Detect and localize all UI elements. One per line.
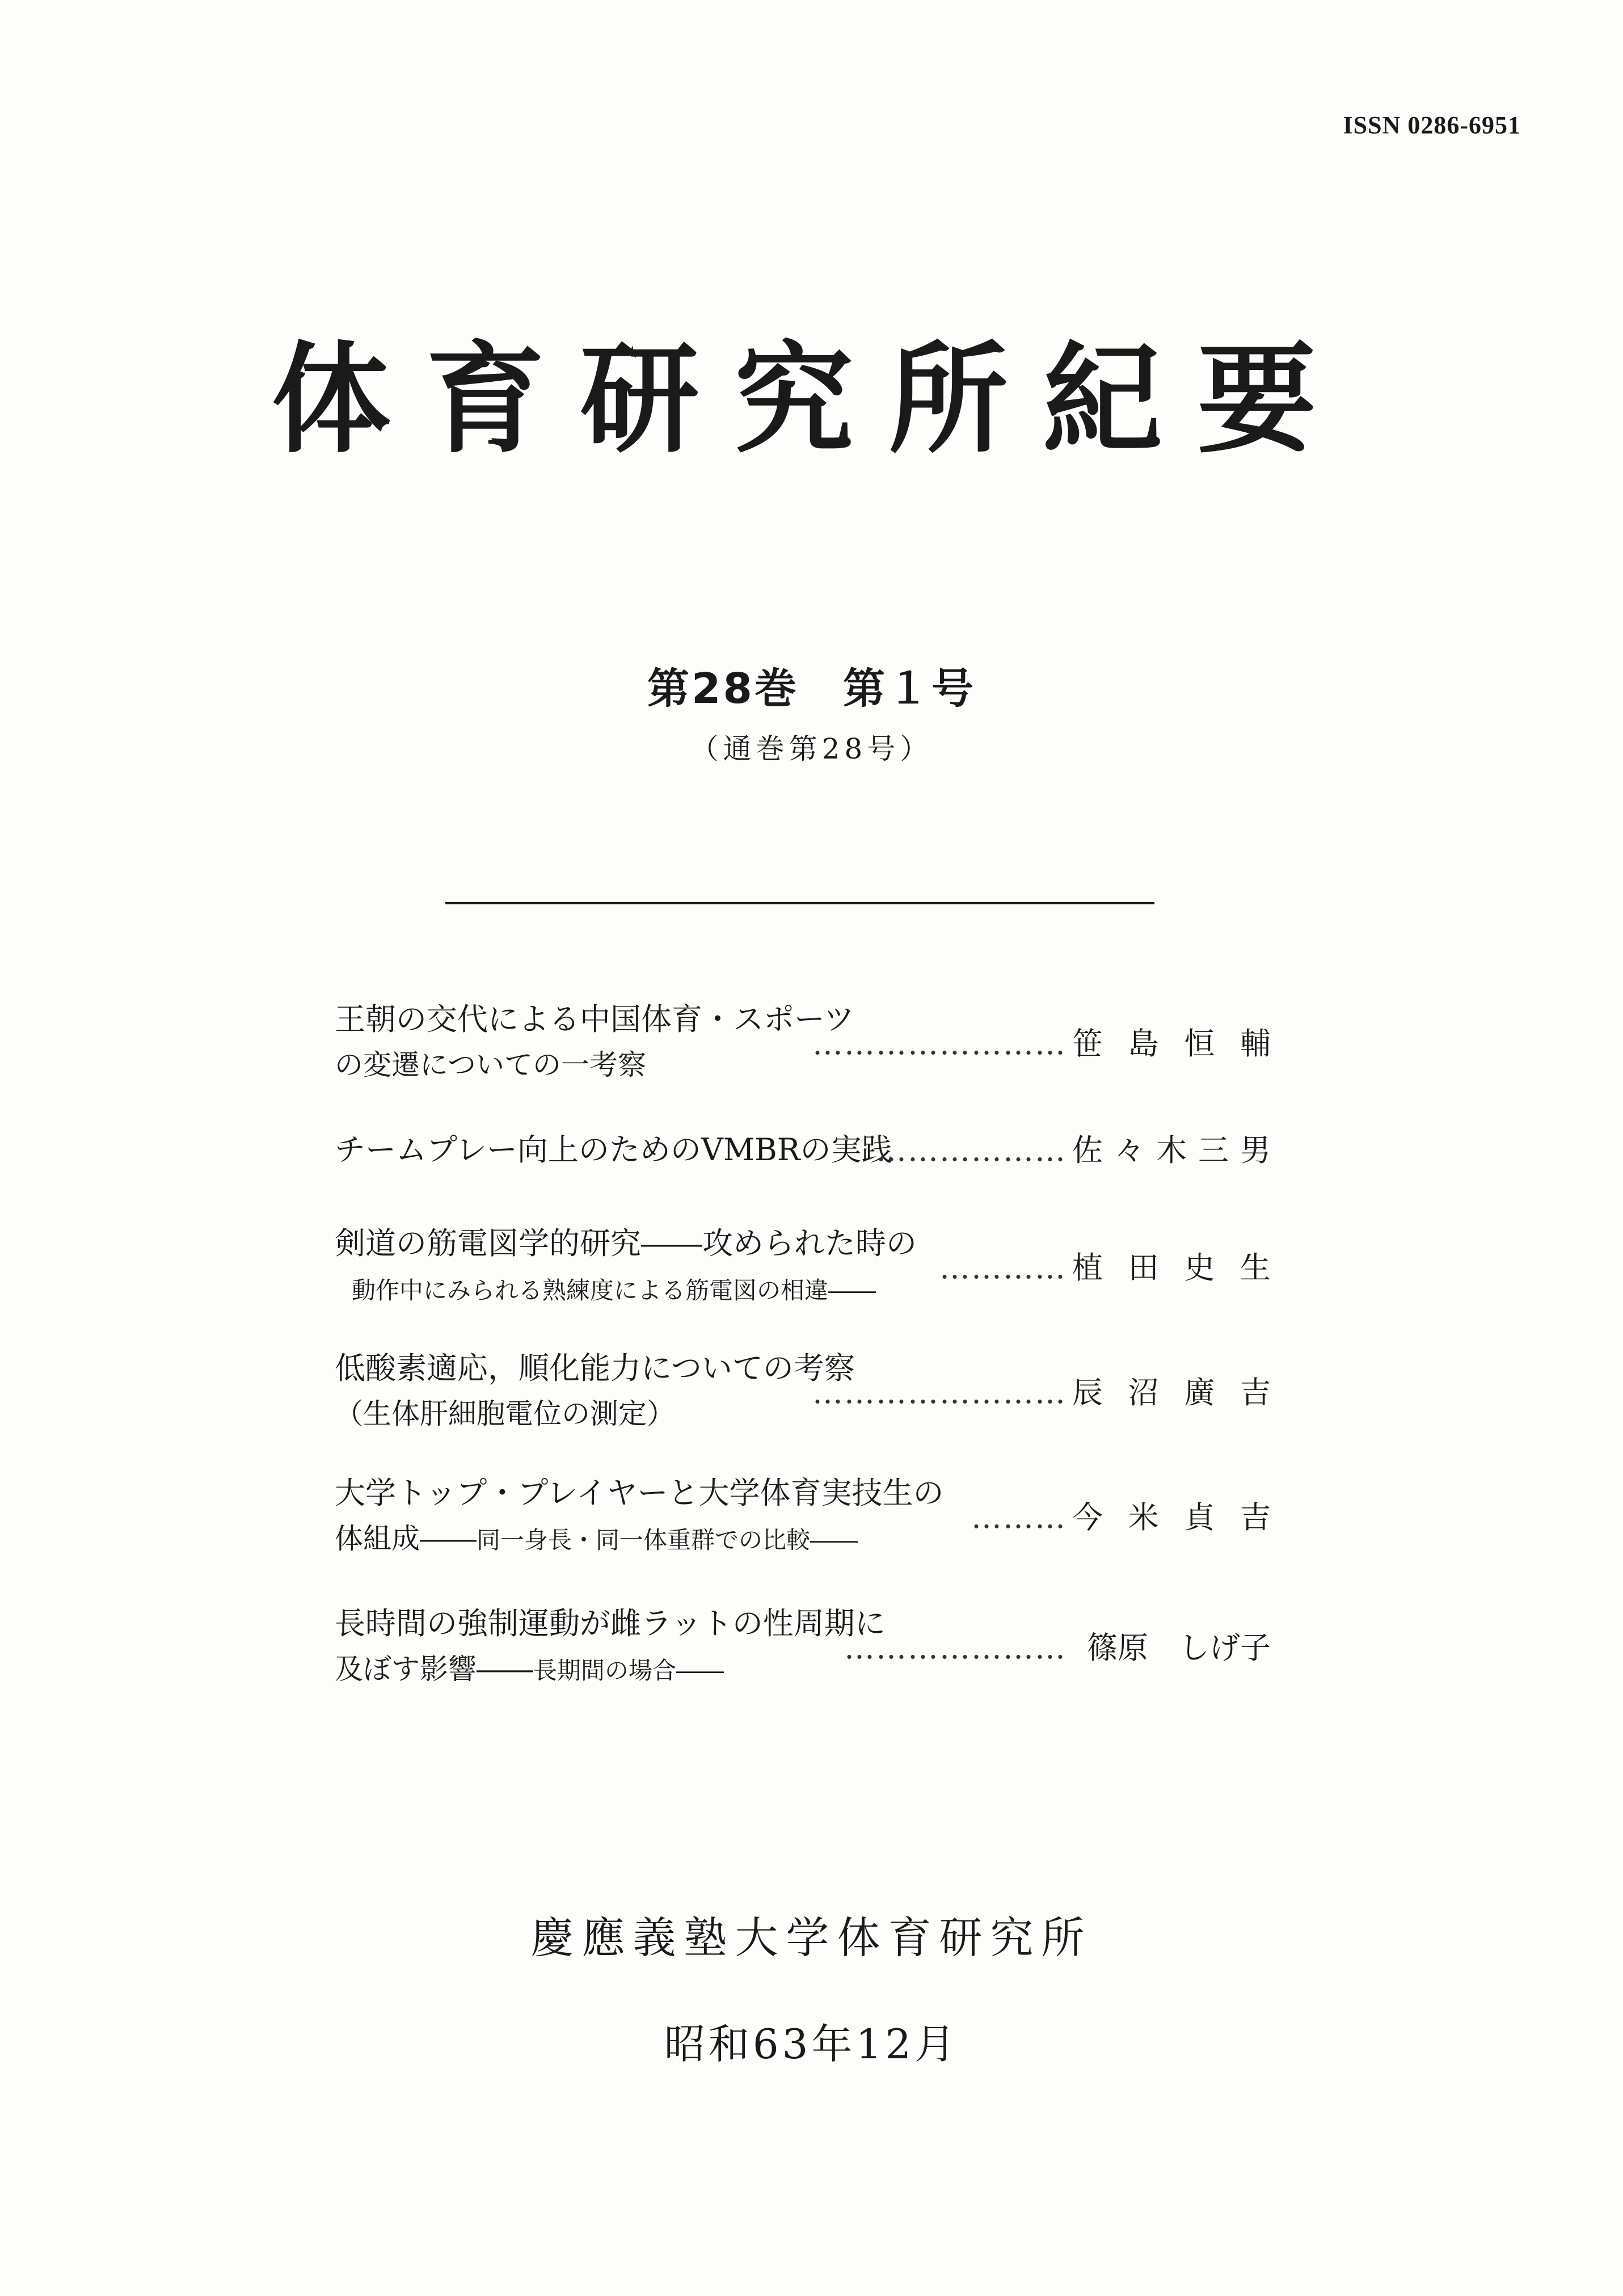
toc-author-line (971, 1493, 1271, 1537)
toc-subtitle-text: 及ぼす影響―― (335, 1653, 533, 1686)
publication-date: 昭和63年12月 (664, 2020, 959, 2068)
journal-title: 体育研究所紀要 (271, 330, 1352, 469)
toc-leader: ……… (971, 1499, 1066, 1535)
issn: ISSN 0286-6951 (1343, 111, 1521, 139)
toc-leader: …………………… (812, 1375, 1066, 1410)
toc-subtitle-small: 長期間の場合―― (533, 1657, 724, 1684)
toc-subtitle-text: 体組成―― (335, 1522, 477, 1555)
toc-author-line (844, 1624, 1271, 1667)
toc-subtitle-text: の変遷についての一考察 (335, 1048, 646, 1081)
cumulative-issue: （通巻第28号） (690, 732, 933, 765)
toc-title: 低酸素適応，順化能力についての考察 (335, 1350, 855, 1386)
toc-title: 剣道の筋電図学的研究――攻められた時の (335, 1225, 917, 1261)
toc-author-line (939, 1244, 1271, 1287)
divider (445, 902, 1154, 904)
toc-author-line (812, 1368, 1271, 1412)
toc-author: 植田史生 (1072, 1250, 1271, 1286)
toc-author: 笹島恒輔 (1072, 1026, 1271, 1061)
toc-author: 今米貞吉 (1072, 1499, 1271, 1535)
toc-leader: ………………… (844, 1630, 1066, 1666)
volume-issue: 第28巻 第１号 (647, 664, 976, 713)
publisher: 慶應義塾大学体育研究所 (530, 1912, 1093, 1963)
toc-subtitle-small: 同一身長・同一体重群での比較―― (477, 1526, 858, 1554)
toc-leader: ………… (939, 1250, 1066, 1286)
toc-entry (335, 996, 1271, 1088)
toc-subtitle-text: （生体肝細胞電位の測定） (335, 1397, 675, 1430)
toc-entry (335, 1220, 1271, 1312)
toc-subtitle-small: 動作中にみられる熟練度による筋電図の相違―― (352, 1277, 876, 1304)
toc-author: 篠原 しげ子 (1087, 1630, 1271, 1666)
toc-title: 王朝の交代による中国体育・スポーツ (335, 1001, 854, 1037)
toc-entry (335, 1600, 1271, 1692)
toc-title: チームプレー向上のためのVMBRの実践 (335, 1132, 892, 1168)
toc-title: 長時間の強制運動が雌ラットの性周期に (335, 1606, 886, 1641)
toc-entry (335, 1469, 1271, 1562)
toc-entry (335, 1345, 1271, 1437)
toc-author-line (812, 1019, 1271, 1063)
toc-title: 大学トップ・プレイヤーと大学体育実技生の (335, 1475, 944, 1511)
toc-leader: …………………… (812, 1026, 1066, 1061)
toc-leader: ……………… (876, 1132, 1066, 1168)
toc-author: 辰沼廣吉 (1072, 1375, 1271, 1410)
toc-entry (335, 1126, 1271, 1174)
toc-author: 佐々木三男 (1072, 1132, 1271, 1168)
toc-author-line (876, 1126, 1271, 1170)
